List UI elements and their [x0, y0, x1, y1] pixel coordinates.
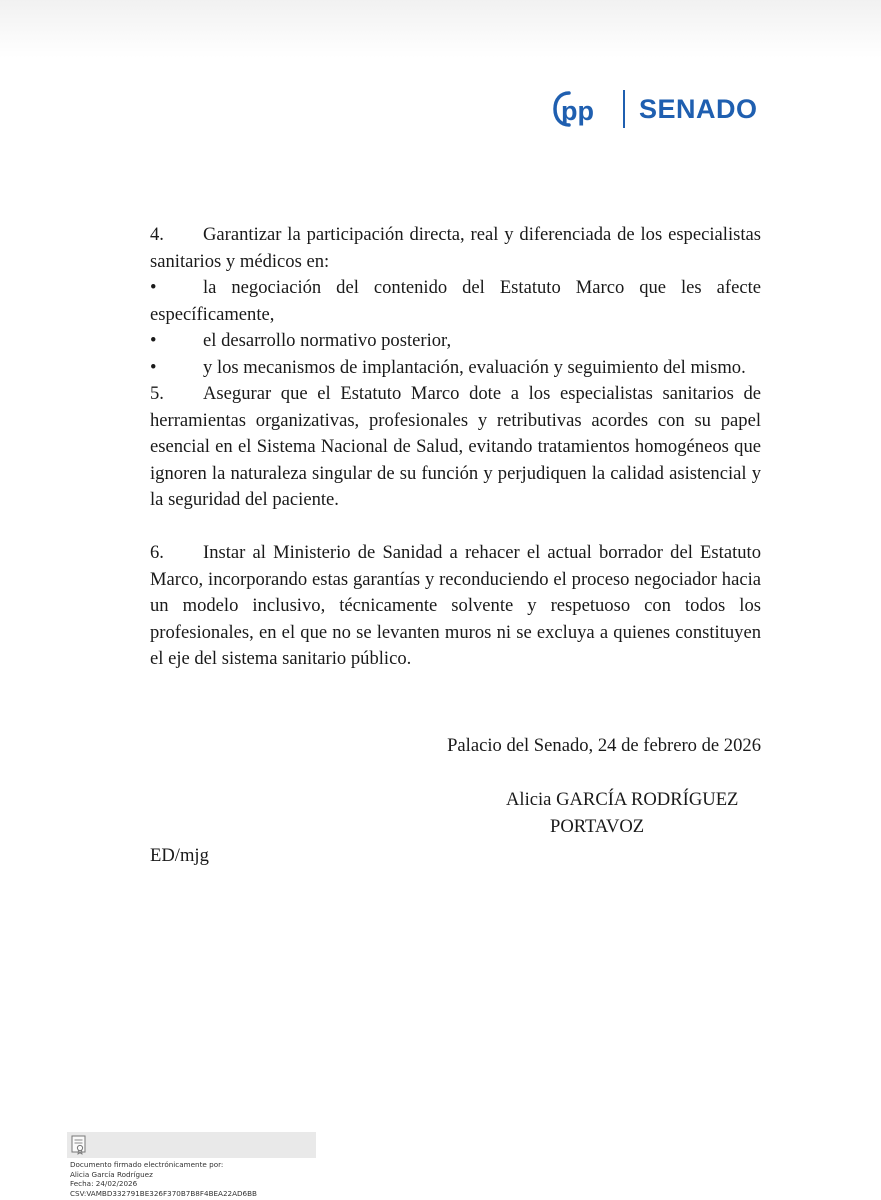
- e-signature-line-1: Documento firmado electrónicamente por:: [70, 1160, 224, 1169]
- logo-divider: [623, 90, 625, 128]
- certificate-icon: [71, 1135, 88, 1155]
- item-6: [150, 540, 761, 673]
- item-4-bullet-2: [150, 328, 761, 355]
- e-signature-details: [70, 1160, 257, 1198]
- item-5-text: Asegurar que el Estatuto Marco dote a los especialistas sanitarios de herramientas organizativas, profesionales y retributivas acordes con su papel esencial en el Sistema Nacional de Salud, evitando tratamientos homogéneos que ignoren la naturaleza singular de su función y perjudiquen la calidad asistencial y la seguridad del paciente.: [150, 383, 761, 510]
- item-4-number: 4.: [150, 224, 164, 245]
- e-signature-stamp: [67, 1132, 316, 1158]
- item-4-bullet-1-text: la negociación del contenido del Estatuto Marco que les afecte específicamente,: [150, 277, 761, 325]
- item-4-text: Garantizar la participación directa, real y diferenciada de los especialistas sanitarios y médicos en:: [150, 224, 761, 272]
- item-4-bullet-1: [150, 275, 761, 328]
- bullet-symbol: •: [150, 356, 157, 378]
- document-body: [150, 222, 761, 673]
- signatory-role: PORTAVOZ: [550, 816, 645, 837]
- item-4: [150, 222, 761, 275]
- item-4-bullet-3: [150, 355, 761, 382]
- signatory-name: Alicia GARCÍA RODRÍGUEZ: [506, 789, 739, 810]
- pp-logo-text: pp: [561, 96, 594, 126]
- item-5: [150, 381, 761, 514]
- e-signature-line-4: CSV:VAMBD332791BE326F370B7B8F4BEA22AD6BB: [70, 1188, 257, 1198]
- place-and-date: Palacio del Senado, 24 de febrero de 2026: [447, 735, 761, 756]
- item-4-bullet-3-text: y los mecanismos de implantación, evaluación y seguimiento del mismo.: [203, 356, 746, 378]
- item-6-text: Instar al Ministerio de Sanidad a rehacer el actual borrador del Estatuto Marco, incorporando estas garantías y reconduciendo el proceso negociador hacia un modelo inclusivo, técnicamente solvente y respetuoso con todos los profesionales, en el que no se levanten muros ni se excluya a quienes constituyen el eje del sistema sanitario público.: [150, 542, 761, 669]
- bullet-symbol: •: [150, 330, 157, 351]
- e-signature-line-3: Fecha: 24/02/2026: [70, 1179, 138, 1189]
- e-signature-line-2: Alicia García Rodríguez: [70, 1169, 153, 1179]
- bullet-symbol: •: [150, 277, 157, 298]
- chamber-name: SENADO: [639, 93, 758, 124]
- page-top-shading: [0, 0, 881, 58]
- item-4-bullet-2-text: el desarrollo normativo posterior,: [203, 330, 452, 351]
- party-senate-logo: [553, 88, 758, 130]
- item-6-number: 6.: [150, 542, 164, 563]
- pp-logo-icon: [553, 89, 605, 129]
- item-5-number: 5.: [150, 383, 164, 404]
- reference-initials: ED/mjg: [150, 845, 209, 866]
- paragraph-gap: [150, 514, 761, 541]
